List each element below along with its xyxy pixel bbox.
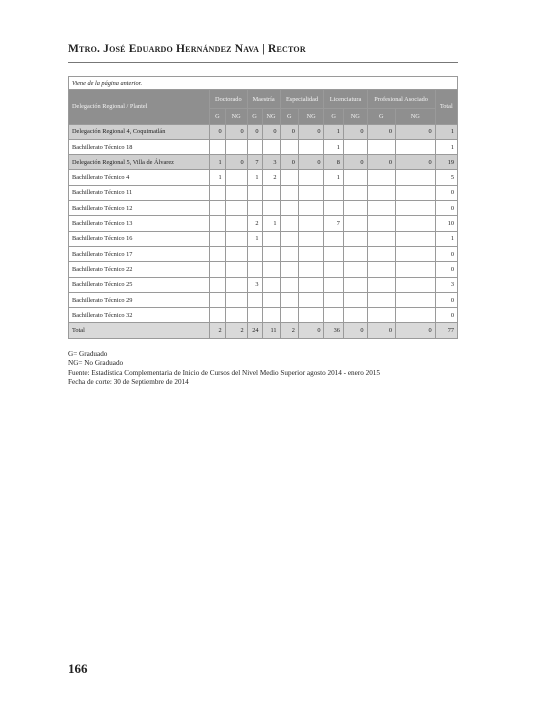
subheader-ng: NG [343, 109, 367, 124]
table-cell: 0 [396, 155, 436, 170]
table-cell: 3 [247, 277, 262, 292]
table-cell [367, 170, 395, 185]
table-cell: 1 [247, 170, 262, 185]
row-label: Bachillerato Técnico 11 [69, 185, 210, 200]
table-cell [262, 277, 280, 292]
table-cell [280, 185, 298, 200]
table-cell: 1 [324, 139, 343, 154]
table-cell [280, 216, 298, 231]
table-cell: 0 [367, 155, 395, 170]
table-cell [324, 292, 343, 307]
table-cell: 0 [225, 124, 247, 139]
table-cell [247, 185, 262, 200]
row-total: 1 [435, 124, 457, 139]
table-cell [225, 216, 247, 231]
table-cell [396, 231, 436, 246]
row-total: 0 [435, 262, 457, 277]
table-cell [225, 277, 247, 292]
table-cell [262, 292, 280, 307]
row-total: 10 [435, 216, 457, 231]
table-cell: 0 [247, 124, 262, 139]
table-cell [247, 139, 262, 154]
table-cell [210, 246, 226, 261]
table-cell: 7 [324, 216, 343, 231]
row-total: 0 [435, 201, 457, 216]
table-cell [210, 139, 226, 154]
row-label: Bachillerato Técnico 12 [69, 201, 210, 216]
row-label: Bachillerato Técnico 16 [69, 231, 210, 246]
table-cell: 36 [324, 323, 343, 338]
table-cell: 0 [396, 323, 436, 338]
row-total: 0 [435, 292, 457, 307]
table-cell [343, 277, 367, 292]
table-cell [298, 231, 324, 246]
group-header-especialidad: Especialidad [280, 90, 324, 109]
table-cell [280, 262, 298, 277]
table-cell [298, 246, 324, 261]
table-cell [298, 277, 324, 292]
table-cell [225, 170, 247, 185]
table-cell [367, 139, 395, 154]
table-cell: 0 [262, 124, 280, 139]
table-cell [367, 185, 395, 200]
table-cell [324, 308, 343, 323]
table-row [69, 139, 458, 154]
subheader-g: G [367, 109, 395, 124]
table-cell [298, 185, 324, 200]
subheader-g: G [247, 109, 262, 124]
table-cell [324, 185, 343, 200]
table-cell [225, 201, 247, 216]
table-cell: 2 [262, 170, 280, 185]
row-total: 1 [435, 139, 457, 154]
table-cell: 1 [262, 216, 280, 231]
table-cell: 1 [324, 170, 343, 185]
table-cell [210, 201, 226, 216]
table-cell: 3 [262, 155, 280, 170]
row-total: 19 [435, 155, 457, 170]
table-header-row [69, 90, 458, 109]
table-cell [280, 308, 298, 323]
table-cell [367, 292, 395, 307]
table-cell [225, 262, 247, 277]
note-fecha-corte: Fecha de corte: 30 de Septiembre de 2014 [68, 377, 189, 386]
table-row [69, 216, 458, 231]
table-cell: 2 [280, 323, 298, 338]
note-fuente: Fuente: Estadística Complementaria de Inicio de Cursos del Nivel Medio Superior agosto 2014 - enero 2015 [68, 368, 380, 377]
table-row [69, 170, 458, 185]
group-header-licenciatura: Licenciatura [324, 90, 367, 109]
table-cell [343, 139, 367, 154]
table-row [69, 231, 458, 246]
table-cell [367, 231, 395, 246]
table-cell [280, 277, 298, 292]
page-number: 166 [68, 661, 88, 676]
table-cell: 2 [247, 216, 262, 231]
subheader-g: G [280, 109, 298, 124]
subheader-ng: NG [298, 109, 324, 124]
table-caption: Viene de la página anterior. [69, 77, 458, 90]
table-row [69, 323, 458, 338]
table-cell [298, 216, 324, 231]
row-label: Bachillerato Técnico 25 [69, 277, 210, 292]
table-row [69, 155, 458, 170]
table-cell [210, 292, 226, 307]
table-cell: 0 [343, 323, 367, 338]
row-total: 0 [435, 308, 457, 323]
row-total: 0 [435, 185, 457, 200]
table-row [69, 246, 458, 261]
row-total: 1 [435, 231, 457, 246]
table-cell: 0 [298, 155, 324, 170]
table-cell [367, 308, 395, 323]
table-cell [343, 216, 367, 231]
table-cell: 7 [247, 155, 262, 170]
table-cell: 0 [343, 124, 367, 139]
table-cell [210, 216, 226, 231]
table-cell [247, 262, 262, 277]
note-no-graduado: NG= No Graduado [68, 359, 124, 368]
table-cell: 0 [280, 124, 298, 139]
table-row [69, 201, 458, 216]
table-cell [396, 185, 436, 200]
table-cell: 24 [247, 323, 262, 338]
table-cell: 1 [210, 170, 226, 185]
table-cell [367, 201, 395, 216]
row-label: Bachillerato Técnico 29 [69, 292, 210, 307]
table-cell: 0 [367, 124, 395, 139]
table-cell [210, 277, 226, 292]
table-cell [262, 308, 280, 323]
table-cell [210, 262, 226, 277]
table-cell [396, 277, 436, 292]
table-cell [324, 201, 343, 216]
row-label: Bachillerato Técnico 4 [69, 170, 210, 185]
table-cell [262, 185, 280, 200]
table-cell [225, 139, 247, 154]
subheader-g: G [324, 109, 343, 124]
row-label: Bachillerato Técnico 17 [69, 246, 210, 261]
row-total: 3 [435, 277, 457, 292]
row-label: Delegación Regional 4, Coquimatlán [69, 124, 210, 139]
table-cell [367, 216, 395, 231]
table-cell: 1 [247, 231, 262, 246]
table-cell [280, 201, 298, 216]
table-cell [324, 231, 343, 246]
table-cell [247, 308, 262, 323]
table-cell [298, 308, 324, 323]
table-cell [396, 216, 436, 231]
table-cell: 0 [298, 124, 324, 139]
group-header-profesional-asociado: Profesional Asociado [367, 90, 435, 109]
table-cell: 0 [225, 155, 247, 170]
table-cell [396, 246, 436, 261]
table-cell [280, 139, 298, 154]
table-row [69, 277, 458, 292]
table-cell [396, 292, 436, 307]
row-label: Bachillerato Técnico 18 [69, 139, 210, 154]
table-row [69, 262, 458, 277]
table-cell: 0 [210, 124, 226, 139]
col-header-plantel: Delegación Regional / Plantel [69, 90, 210, 125]
table-cell [262, 231, 280, 246]
table-cell [396, 170, 436, 185]
table-cell [343, 185, 367, 200]
header-rule [68, 62, 458, 63]
table-cell [210, 231, 226, 246]
table-cell [247, 292, 262, 307]
table-cell [324, 262, 343, 277]
table-cell [298, 292, 324, 307]
table-cell [298, 262, 324, 277]
table-cell [343, 292, 367, 307]
table-cell [343, 308, 367, 323]
table-cell [396, 139, 436, 154]
subheader-ng: NG [262, 109, 280, 124]
row-total: 77 [435, 323, 457, 338]
table-cell: 11 [262, 323, 280, 338]
group-header-doctorado: Doctorado [210, 90, 248, 109]
table-cell [262, 201, 280, 216]
table-cell [262, 139, 280, 154]
row-label: Bachillerato Técnico 32 [69, 308, 210, 323]
row-label: Bachillerato Técnico 22 [69, 262, 210, 277]
row-label: Total [69, 323, 210, 338]
table-cell [343, 231, 367, 246]
table-cell [324, 246, 343, 261]
table-cell [298, 139, 324, 154]
table-cell [225, 185, 247, 200]
row-label: Delegación Regional 5, Villa de Álvarez [69, 155, 210, 170]
table-row [69, 124, 458, 139]
table-cell [343, 201, 367, 216]
table-cell [210, 185, 226, 200]
table-cell: 0 [343, 155, 367, 170]
note-graduado: G= Graduado [68, 350, 108, 358]
row-total: 0 [435, 246, 457, 261]
table-cell [324, 277, 343, 292]
table-cell [298, 170, 324, 185]
table-cell: 0 [396, 124, 436, 139]
table-cell: 0 [298, 323, 324, 338]
table-cell: 0 [367, 323, 395, 338]
table-row [69, 308, 458, 323]
table-cell [367, 277, 395, 292]
table-cell: 0 [280, 155, 298, 170]
table-cell [367, 262, 395, 277]
table-cell [280, 231, 298, 246]
row-label: Bachillerato Técnico 13 [69, 216, 210, 231]
table-cell [225, 292, 247, 307]
table-cell [396, 308, 436, 323]
table-row [69, 292, 458, 307]
table-cell [396, 262, 436, 277]
subheader-g: G [210, 109, 226, 124]
table-cell [262, 262, 280, 277]
table-cell [225, 246, 247, 261]
table-cell [280, 170, 298, 185]
table-cell [367, 246, 395, 261]
table-cell [225, 231, 247, 246]
table-cell [210, 308, 226, 323]
table-cell [280, 292, 298, 307]
table-cell: 1 [324, 124, 343, 139]
table-cell [247, 201, 262, 216]
table-cell [262, 246, 280, 261]
table-cell [343, 246, 367, 261]
col-header-total: Total [435, 90, 457, 125]
subheader-ng: NG [225, 109, 247, 124]
group-header-maestria: Maestría [247, 90, 280, 109]
table-cell [280, 246, 298, 261]
table-cell [396, 201, 436, 216]
table-row [69, 185, 458, 200]
table-cell: 2 [210, 323, 226, 338]
table-cell [298, 201, 324, 216]
table-cell [247, 246, 262, 261]
table-cell [343, 262, 367, 277]
table-cell: 2 [225, 323, 247, 338]
subheader-ng: NG [396, 109, 436, 124]
table-caption-row [69, 77, 458, 90]
table-cell: 8 [324, 155, 343, 170]
table-cell: 1 [210, 155, 226, 170]
table-notes [68, 350, 458, 387]
page-header-title: Mtro. José Eduardo Hernández Nava | Rector [68, 43, 306, 55]
row-total: 5 [435, 170, 457, 185]
table-cell [225, 308, 247, 323]
enrollment-table [68, 76, 458, 339]
table-cell [343, 170, 367, 185]
